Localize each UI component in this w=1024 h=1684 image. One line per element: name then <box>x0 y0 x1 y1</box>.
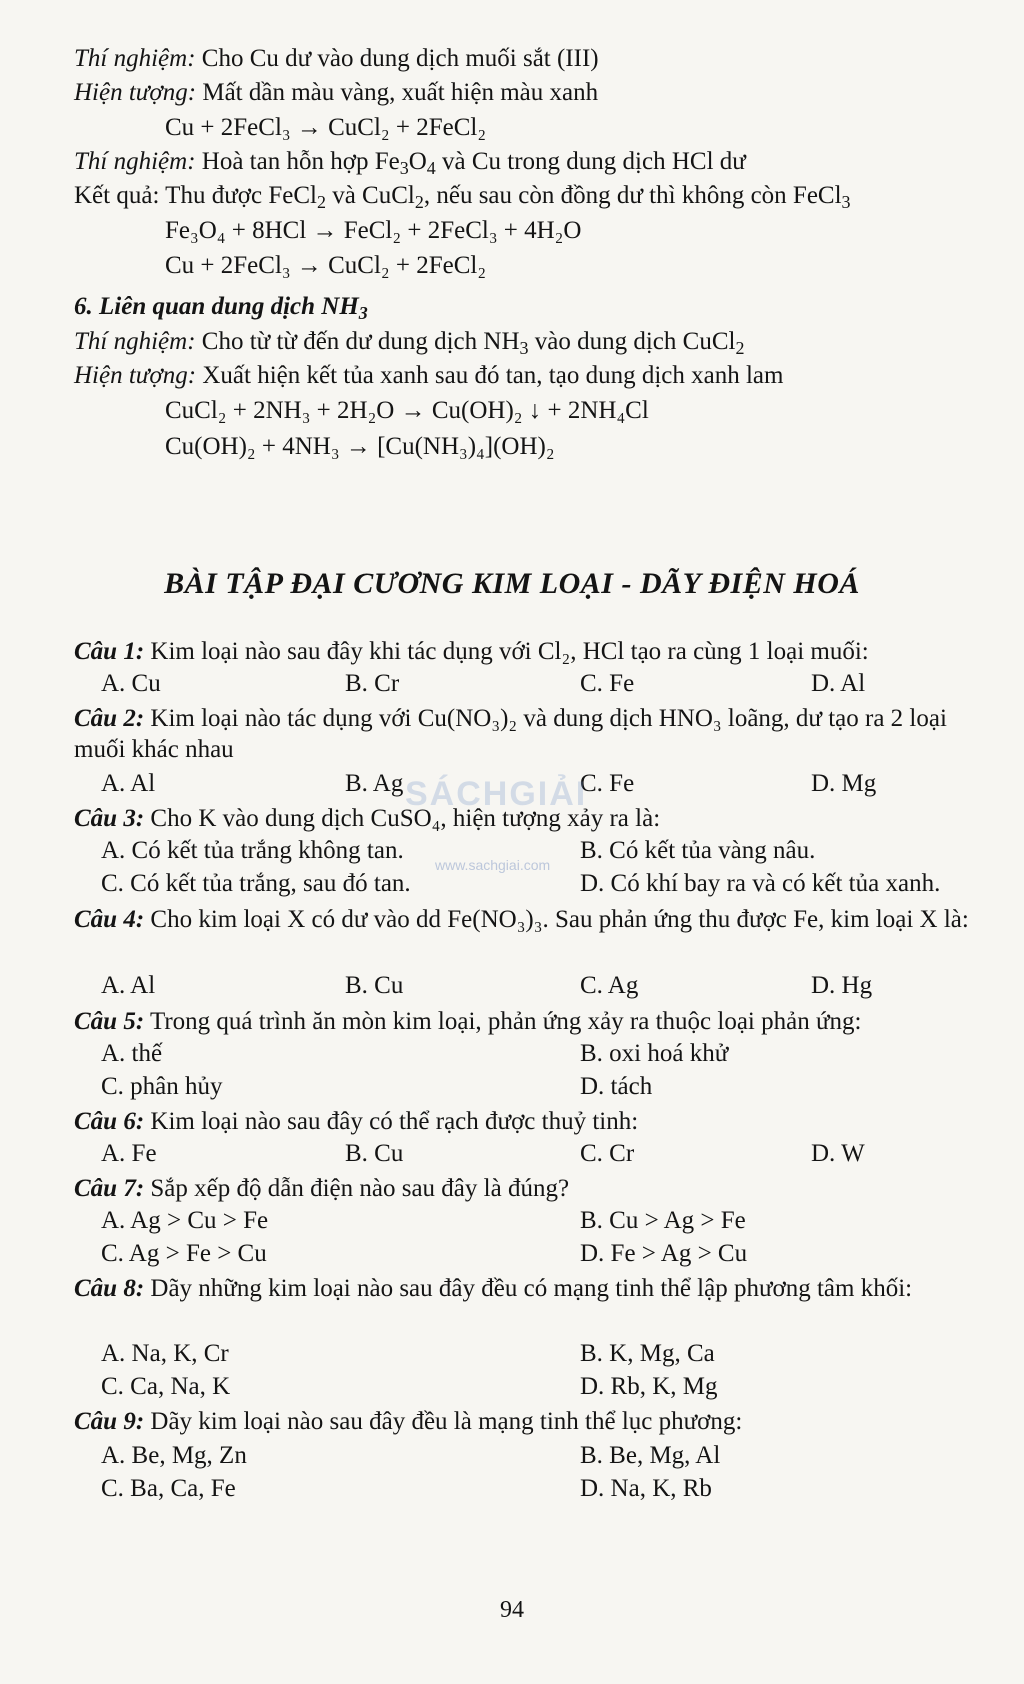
equation-5: Cu(OH)₂ + 4NH₃ → [Cu(NH₃)₄](OH)₂ <box>165 433 555 460</box>
experiment-1-line <box>74 44 599 74</box>
equation-2: Fe₃O₄ + 8HCl → FeCl₂ + 2FeCl₃ + 4H₂O <box>165 217 582 244</box>
option-c: C. Fe <box>580 670 635 697</box>
phenomenon-label: Hiện tượng: <box>74 79 197 106</box>
option-a: A. thế <box>101 1040 163 1067</box>
option-c: C. Có kết tủa trắng, sau đó tan. <box>101 870 411 897</box>
watermark-url: www.sachgiai.com <box>435 857 551 873</box>
option-a: A. Na, K, Cr <box>101 1340 229 1367</box>
question-text: Dãy kim loại nào sau đây đều là mạng tinh thể lục phương: <box>150 1408 743 1435</box>
question-label: Câu 2: <box>74 705 145 732</box>
experiment-2-line: Thí nghiệm: Hoà tan hỗn hợp $Fe_3O_4$ và Cu trong dung dịch HCl dư <box>74 148 746 179</box>
question-label: Câu 6: <box>74 1108 145 1135</box>
option-b: B. Ag <box>345 770 404 797</box>
result-text-c: , nếu sau còn đồng dư thì không còn FeCl <box>423 182 842 209</box>
experiment-text-c: và Cu trong dung dịch HCl dư <box>435 148 746 175</box>
question-text: Kim loại nào sau đây khi tác dụng với Cl₂, HCl tạo ra cùng 1 loại muối: <box>150 638 869 665</box>
option-d: D. Rb, K, Mg <box>580 1373 718 1400</box>
experiment-label: Thí nghiệm: <box>74 45 196 72</box>
experiment-label: Thí nghiệm: <box>74 148 196 175</box>
question-label: Câu 7: <box>74 1175 145 1202</box>
equation-1: Cu + 2FeCl₃ → CuCl₂ + 2FeCl₂ <box>165 114 487 141</box>
question-text: Trong quá trình ăn mòn kim loại, phản ứng xảy ra thuộc loại phản ứng: <box>149 1008 862 1035</box>
option-d: D. Có khí bay ra và có kết tủa xanh. <box>580 870 941 897</box>
experiment-text: Cho Cu dư vào dung dịch muối sắt (III) <box>201 45 599 72</box>
question-text: Cho kim loại X có dư vào dd Fe(NO₃)₃. Sau phản ứng thu được Fe, kim loại X là: <box>150 906 969 933</box>
question-1 <box>74 636 989 667</box>
result-line: Kết quả: Thu được FeCl$_2$ và CuCl$_2$, nếu sau còn đồng dư thì không còn FeCl$_3$ <box>74 182 851 213</box>
experiment-text-b: O <box>408 148 427 175</box>
result-text-a: Kết quả: Thu được FeCl <box>74 182 317 209</box>
question-text: Cho K vào dung dịch CuSO₄, hiện tượng xảy ra là: <box>150 805 661 832</box>
option-c: C. Ag > Fe > Cu <box>101 1240 267 1267</box>
option-d: D. Al <box>811 670 866 697</box>
option-b: B. Cr <box>345 670 400 697</box>
option-b: B. Cu <box>345 972 404 999</box>
option-c: C. Ca, Na, K <box>101 1373 231 1400</box>
option-b: B. Có kết tủa vàng nâu. <box>580 837 816 864</box>
watermark-logo: SÁCHGIẢI <box>405 775 588 813</box>
section-6-text: 6. Liên quan dung dịch NH <box>74 293 359 320</box>
option-a: A. Al <box>101 770 156 797</box>
experiment-label: Thí nghiệm: <box>74 328 196 355</box>
option-d: D. Fe > Ag > Cu <box>580 1240 748 1267</box>
option-a: A. Có kết tủa trắng không tan. <box>101 837 404 864</box>
option-d: D. Mg <box>811 770 877 797</box>
exercise-title: BÀI TẬP ĐẠI CƯƠNG KIM LOẠI - DÃY ĐIỆN HOÁ <box>164 567 860 600</box>
phenomenon-text: Xuất hiện kết tủa xanh sau đó tan, tạo dung dịch xanh lam <box>202 362 784 389</box>
question-2 <box>74 703 989 765</box>
question-label: Câu 3: <box>74 805 145 832</box>
question-7 <box>74 1173 989 1204</box>
option-b: B. oxi hoá khử <box>580 1040 729 1067</box>
question-text: Kim loại nào sau đây có thể rạch được thuỷ tinh: <box>150 1108 639 1135</box>
question-6 <box>74 1106 989 1137</box>
option-d: D. Hg <box>811 972 873 999</box>
question-8 <box>74 1273 989 1304</box>
option-c: C. Ba, Ca, Fe <box>101 1475 236 1502</box>
question-label: Câu 5: <box>74 1008 145 1035</box>
question-text: Sắp xếp độ dẫn điện nào sau đây là đúng? <box>150 1175 570 1202</box>
question-text: Dãy những kim loại nào sau đây đều có mạng tinh thể lập phương tâm khối: <box>150 1275 913 1302</box>
option-a: A. Fe <box>101 1140 157 1167</box>
phenomenon-label: Hiện tượng: <box>74 362 197 389</box>
question-5 <box>74 1006 989 1037</box>
equation-4: CuCl₂ + 2NH₃ + 2H₂O → Cu(OH)₂ ↓ + 2NH₄Cl <box>165 397 649 424</box>
option-b: B. K, Mg, Ca <box>580 1340 715 1367</box>
equation-3: Cu + 2FeCl₃ → CuCl₂ + 2FeCl₂ <box>165 252 487 279</box>
option-d: D. Na, K, Rb <box>580 1475 712 1502</box>
section-6-heading: 6. Liên quan dung dịch $NH_3$ <box>74 293 368 324</box>
question-9 <box>74 1406 989 1437</box>
option-a: A. Al <box>101 972 156 999</box>
question-3 <box>74 803 989 834</box>
option-c: C. Ag <box>580 972 639 999</box>
question-label: Câu 9: <box>74 1408 145 1435</box>
option-b: B. Cu <box>345 1140 404 1167</box>
option-d: D. W <box>811 1140 865 1167</box>
question-label: Câu 8: <box>74 1275 145 1302</box>
option-c: C. Fe <box>580 770 635 797</box>
page-number: 94 <box>500 1597 524 1623</box>
phenomenon-1-line <box>74 78 598 108</box>
option-a: A. Cu <box>101 670 161 697</box>
experiment-text-a: Cho từ từ đến dư dung dịch NH <box>201 328 520 355</box>
option-a: A. Be, Mg, Zn <box>101 1442 247 1469</box>
question-label: Câu 1: <box>74 638 145 665</box>
option-c: C. Cr <box>580 1140 635 1167</box>
phenomenon-3-line <box>74 361 783 391</box>
experiment-text-b: vào dung dịch CuCl <box>528 328 736 355</box>
question-label: Câu 4: <box>74 906 145 933</box>
phenomenon-text: Mất dần màu vàng, xuất hiện màu xanh <box>202 79 599 106</box>
experiment-3-line: Thí nghiệm: Cho từ từ đến dư dung dịch $NH_3$ vào dung dịch CuCl$_2$ <box>74 328 745 359</box>
option-c: C. phân hủy <box>101 1073 223 1100</box>
question-4 <box>74 904 989 935</box>
option-d: D. tách <box>580 1073 653 1100</box>
option-a: A. Ag > Cu > Fe <box>101 1207 269 1234</box>
option-b: B. Be, Mg, Al <box>580 1442 721 1469</box>
experiment-text-a: Hoà tan hỗn hợp Fe <box>201 148 400 175</box>
option-b: B. Cu > Ag > Fe <box>580 1207 746 1234</box>
question-text: Kim loại nào tác dụng với Cu(NO₃)₂ và dung dịch HNO₃ loãng, dư tạo ra 2 loại muối khác nhau <box>74 705 947 763</box>
result-text-b: và CuCl <box>325 182 415 209</box>
